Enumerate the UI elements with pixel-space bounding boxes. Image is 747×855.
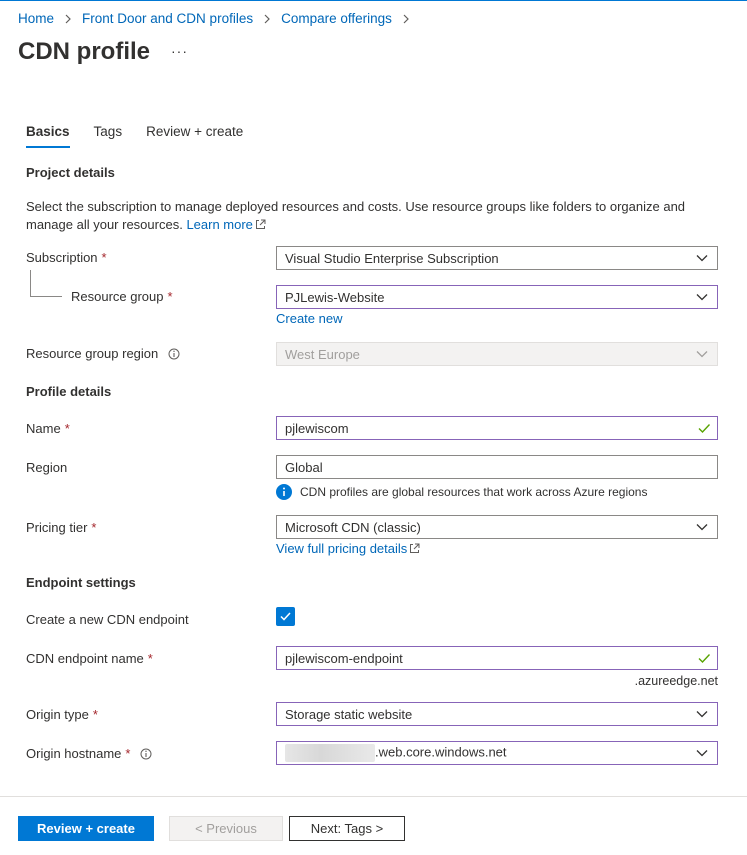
origin-type-dropdown[interactable]: Storage static website — [276, 702, 718, 726]
required-asterisk: * — [92, 707, 98, 722]
previous-button: < Previous — [169, 816, 283, 841]
resource-group-label: Resource group * — [71, 289, 173, 304]
resource-group-region-dropdown: West Europe — [276, 342, 718, 366]
chevron-right-icon — [62, 13, 74, 25]
project-details-description — [26, 198, 716, 234]
create-endpoint-label: Create a new CDN endpoint — [26, 612, 189, 627]
info-icon[interactable] — [168, 348, 180, 360]
name-input[interactable]: pjlewiscom — [276, 416, 718, 440]
chevron-right-icon — [261, 13, 273, 25]
checkmark-icon — [697, 421, 711, 435]
resource-group-dropdown[interactable]: PJLewis-Website — [276, 285, 718, 309]
info-icon[interactable] — [140, 748, 152, 760]
name-label: Name * — [26, 421, 70, 436]
description-text: Select the subscription to manage deployed resources and costs. Use resource groups like folders to organize and manage all your resources. — [26, 199, 686, 232]
breadcrumb — [18, 11, 420, 26]
origin-hostname-dropdown[interactable]: .web.core.windows.net — [276, 741, 718, 765]
create-new-resource-group-link[interactable]: Create new — [276, 311, 343, 326]
info-filled-icon — [276, 484, 292, 500]
chevron-down-icon — [695, 746, 709, 760]
more-options-button[interactable]: ··· — [171, 43, 188, 59]
required-asterisk: * — [101, 250, 107, 265]
endpoint-name-label: CDN endpoint name * — [26, 651, 153, 666]
pricing-tier-dropdown[interactable]: Microsoft CDN (classic) — [276, 515, 718, 539]
region-info-note: CDN profiles are global resources that work across Azure regions — [276, 484, 647, 500]
profile-details-heading: Profile details — [26, 384, 112, 399]
learn-more-link[interactable]: Learn more — [186, 217, 265, 232]
redacted-hostname-prefix — [285, 744, 375, 762]
chevron-down-icon — [695, 251, 709, 265]
external-link-icon — [255, 219, 266, 230]
endpoint-domain-suffix: .azureedge.net — [634, 674, 718, 688]
breadcrumb-compare-offerings[interactable]: Compare offerings — [281, 11, 392, 26]
tab-basics[interactable]: Basics — [26, 124, 70, 145]
create-endpoint-checkbox[interactable] — [276, 607, 295, 626]
region-input: Global — [276, 455, 718, 479]
tree-connector — [30, 270, 31, 296]
footer-divider — [0, 796, 747, 797]
tree-connector — [30, 296, 62, 297]
pricing-tier-label: Pricing tier * — [26, 520, 97, 535]
resource-group-region-label: Resource group region — [26, 346, 180, 361]
endpoint-name-input[interactable]: pjlewiscom-endpoint — [276, 646, 718, 670]
origin-type-label: Origin type * — [26, 707, 98, 722]
page-title: CDN profile — [18, 38, 150, 65]
endpoint-settings-heading: Endpoint settings — [26, 575, 136, 590]
view-pricing-details-link[interactable]: View full pricing details — [276, 541, 420, 556]
required-asterisk: * — [167, 289, 173, 304]
project-details-heading: Project details — [26, 165, 115, 180]
region-label: Region — [26, 460, 68, 475]
origin-hostname-label: Origin hostname * — [26, 746, 152, 761]
next-tags-button[interactable]: Next: Tags > — [289, 816, 405, 841]
tab-bar — [26, 124, 267, 145]
chevron-down-icon — [695, 290, 709, 304]
top-accent-line — [0, 0, 747, 1]
required-asterisk: * — [91, 520, 97, 535]
required-asterisk: * — [64, 421, 70, 436]
required-asterisk: * — [147, 651, 153, 666]
breadcrumb-home[interactable]: Home — [18, 11, 55, 26]
breadcrumb-front-door-cdn-profiles[interactable]: Front Door and CDN profiles — [82, 11, 254, 26]
external-link-icon — [409, 543, 420, 554]
subscription-dropdown[interactable]: Visual Studio Enterprise Subscription — [276, 246, 718, 270]
chevron-down-icon — [695, 347, 709, 361]
tab-tags[interactable]: Tags — [93, 124, 123, 139]
checkmark-icon — [279, 610, 292, 623]
subscription-label: Subscription * — [26, 250, 107, 265]
required-asterisk: * — [125, 746, 131, 761]
chevron-down-icon — [695, 520, 709, 534]
tab-review-create[interactable]: Review + create — [146, 124, 244, 139]
chevron-right-icon — [400, 13, 412, 25]
review-create-button[interactable]: Review + create — [18, 816, 154, 841]
checkmark-icon — [697, 651, 711, 665]
chevron-down-icon — [695, 707, 709, 721]
